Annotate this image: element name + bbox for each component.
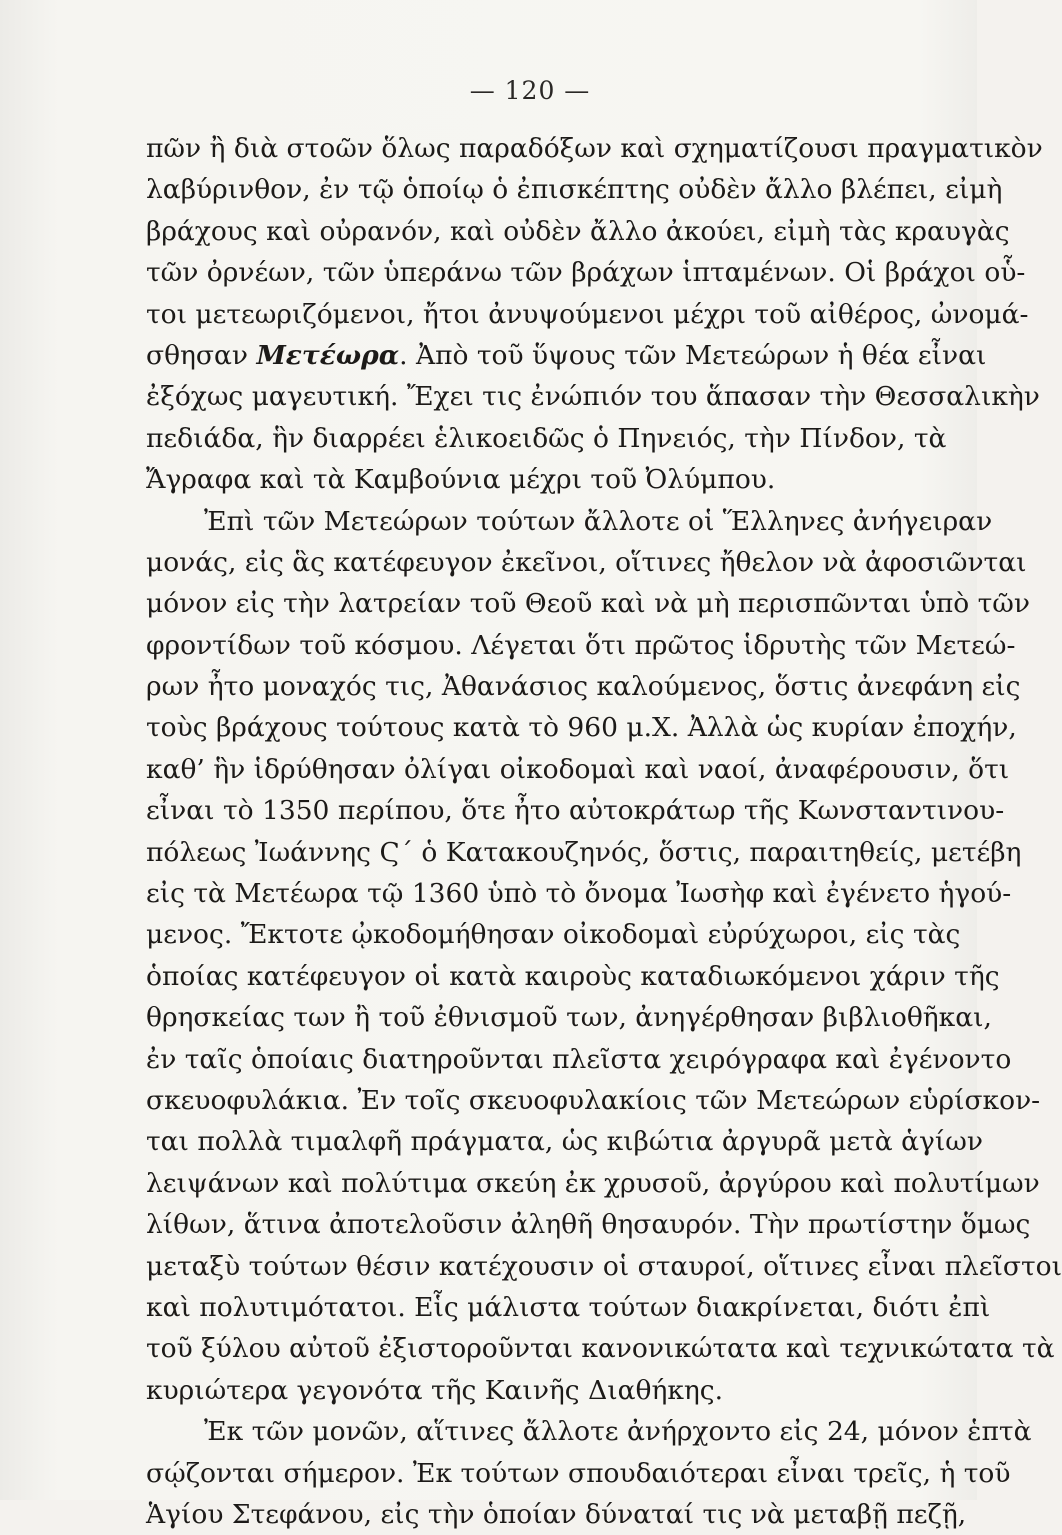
text-line: σκευοφυλάκια. Ἐν τοῖς σκευοφυλακίοις τῶν Μετεώρων εὑρίσκον- xyxy=(146,1084,1041,1116)
text-line: Ἐκ τῶν μονῶν, αἵτινες ἄλλοτε ἀνήρχοντο εἰς 24, μόνον ἑπτὰ xyxy=(204,1416,1032,1448)
text-line: Ἄγραφα καὶ τὰ Καμβούνια μέχρι τοῦ Ὀλύμπου. xyxy=(146,464,776,496)
text-fragment: σθησαν xyxy=(146,339,257,371)
text-line: τοῦ ξύλου αὐτοῦ ἐξιστοροῦνται κανονικώτατα καὶ τεχνικώτατα τὰ xyxy=(146,1333,1055,1365)
text-line: μεταξὺ τούτων θέσιν κατέχουσιν οἱ σταυροί, οἵτινες εἶναι πλεῖστοι xyxy=(146,1250,1062,1282)
text-line: Ἐπὶ τῶν Μετεώρων τούτων ἄλλοτε οἱ Ἕλληνες ἀνήγειραν xyxy=(204,505,993,537)
text-line: βράχους καὶ οὐρανόν, καὶ οὐδὲν ἄλλο ἀκούει, εἰμὴ τὰς κραυγὰς xyxy=(146,215,1010,247)
text-line: εἶναι τὸ 1350 περίπου, ὅτε ἦτο αὐτοκράτωρ τῆς Κωνσταντινου- xyxy=(146,795,1005,827)
text-line: τῶν ὀρνέων, τῶν ὑπεράνω τῶν βράχων ἱπταμένων. Οἱ βράχοι οὗ- xyxy=(146,257,1026,289)
text-line: καθ’ ἣν ἱδρύθησαν ὀλίγαι οἰκοδομαὶ καὶ ναοί, ἀναφέρουσιν, ὅτι xyxy=(146,753,1010,785)
text-line: πῶν ἢ διὰ στοῶν ὅλως παραδόξων καὶ σχηματίζουσι πραγματικὸν xyxy=(146,133,1043,164)
text-line: ἐν ταῖς ὁποίαις διατηροῦνται πλεῖστα χειρόγραφα καὶ ἐγένοντο xyxy=(146,1043,1012,1075)
text-line: μενος. Ἔκτοτε ᾠκοδομήθησαν οἰκοδομαὶ εὐρύχωροι, εἰς τὰς xyxy=(146,919,961,951)
text-line: ἐξόχως μαγευτική. Ἔχει τις ἐνώπιόν του ἅπασαν τὴν Θεσσαλικὴν xyxy=(146,381,1040,413)
text-line: λίθων, ἅτινα ἀποτελοῦσιν ἀληθῆ θησαυρόν. Τὴν πρωτίστην ὅμως xyxy=(146,1209,1031,1241)
text-line: μονάς, εἰς ἃς κατέφευγον ἐκεῖνοι, οἵτινες ἤθελον νὰ ἀφοσιῶνται xyxy=(146,546,1027,578)
text-line: φροντίδων τοῦ κόσμου. Λέγεται ὅτι πρῶτος ἱδρυτὴς τῶν Μετεώ- xyxy=(146,629,1016,661)
paragraph xyxy=(146,128,1043,501)
text-line: ὁποίας κατέφευγον οἱ κατὰ καιροὺς καταδιωκόμενοι χάριν τῆς xyxy=(146,960,1000,992)
text-line: θρησκείας των ἢ τοῦ ἐθνισμοῦ των, ἀνηγέρθησαν βιβλιοθῆκαι, xyxy=(146,1002,992,1034)
paragraph xyxy=(146,501,1062,1412)
text-line: κυριώτερα γεγονότα τῆς Καινῆς Διαθήκης. xyxy=(146,1374,724,1406)
text-line: ται πολλὰ τιμαλφῆ πράγματα, ὡς κιβώτια ἀργυρᾶ μετὰ ἁγίων xyxy=(146,1126,983,1158)
text-fragment: . Ἀπὸ τοῦ ὕψους τῶν Μετεώρων ἡ θέα εἶναι xyxy=(399,339,987,371)
text-line: ρων ἦτο μοναχός τις, Ἀθανάσιος καλούμενος, ὅστις ἀνεφάνη εἰς xyxy=(146,671,1021,703)
paragraph xyxy=(146,1411,1032,1535)
text-line: λειψάνων καὶ πολύτιμα σκεύη ἐκ χρυσοῦ, ἀργύρου καὶ πολυτίμων xyxy=(146,1167,1040,1199)
text-line: σῴζονται σήμερον. Ἐκ τούτων σπουδαιότεραι εἶναι τρεῖς, ἡ τοῦ xyxy=(146,1457,1011,1489)
text-line: πεδιάδα, ἣν διαρρέει ἑλικοειδῶς ὁ Πηνειός, τὴν Πίνδον, τὰ xyxy=(146,422,947,454)
page-number: — 120 — xyxy=(469,76,591,105)
body-text xyxy=(146,128,1062,1535)
text-line: πόλεως Ἰωάννης Ϛ΄ ὁ Κατακουζηνός, ὅστις, παραιτηθείς, μετέβη xyxy=(146,836,1022,868)
emphasized-word: Μετέωρα xyxy=(256,339,400,371)
text-line: εἰς τὰ Μετέωρα τῷ 1360 ὑπὸ τὸ ὄνομα Ἰωσὴφ καὶ ἐγένετο ἡγού- xyxy=(146,878,1012,910)
text-line: Ἁγίου Στεφάνου, εἰς τὴν ὁποίαν δύναταί τις νὰ μεταβῇ πεζῇ, xyxy=(146,1498,967,1530)
text-line: τοι μετεωριζόμενοι, ἤτοι ἀνυψούμενοι μέχρι τοῦ αἰθέρος, ὠνομά- xyxy=(146,298,1029,330)
text-line: τοὺς βράχους τούτους κατὰ τὸ 960 μ.Χ. Ἀλλὰ ὡς κυρίαν ἐποχήν, xyxy=(146,712,1017,744)
text-line: μόνον εἰς τὴν λατρείαν τοῦ Θεοῦ καὶ νὰ μὴ περισπῶνται ὑπὸ τῶν xyxy=(146,588,1031,620)
text-line-emphasis xyxy=(146,335,987,376)
text-line: λαβύρινθον, ἐν τῷ ὁποίῳ ὁ ἐπισκέπτης οὐδὲν ἄλλο βλέπει, εἰμὴ xyxy=(146,174,1003,206)
text-line: καὶ πολυτιμότατοι. Εἷς μάλιστα τούτων διακρίνεται, διότι ἐπὶ xyxy=(146,1291,991,1323)
